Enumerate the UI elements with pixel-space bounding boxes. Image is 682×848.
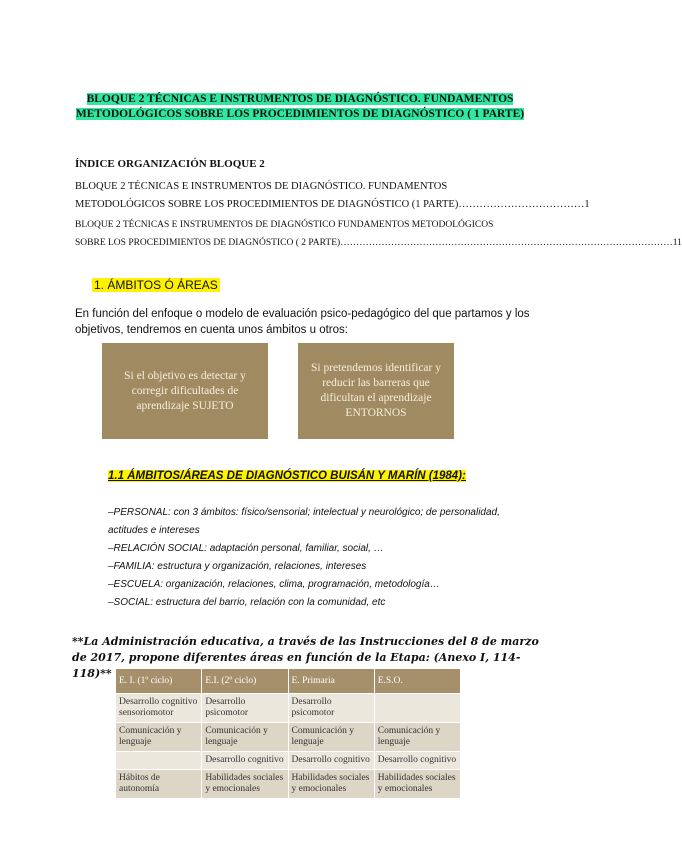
table-cell: Comunicación y lenguaje [202,723,288,752]
table-row [116,770,461,799]
section-heading-1: 1. ÁMBITOS Ó ÁREAS [94,278,218,292]
table-cell: Desarrollo psicomotor [202,694,288,723]
toc-leader-dots: ……………………………… [458,199,585,210]
list-item: –SOCIAL: estructura del barrio, relación con la comunidad, etc [108,597,386,608]
toc-page-number: 1 [584,199,590,210]
administration-note: **La Administración educativa, a través de las Instrucciones del 8 de marzo de 2017, propone diferentes áreas en función de la Etapa: (Anexo I, 114-118)** [72,635,539,680]
intro-paragraph: En función del enfoque o modelo de evaluación psico-pedagógico del que partamos y los objetivos, tendremos en cuenta unos ámbitos u otros: [75,308,530,336]
toc-entry-line: BLOQUE 2 TÉCNICAS E INSTRUMENTOS DE DIAGNÓSTICO FUNDAMENTOS METODOLÓGICOS [75,220,494,230]
toc-heading: ÍNDICE ORGANIZACIÓN BLOQUE 2 [75,158,265,170]
list-item: –RELACIÓN SOCIAL: adaptación personal, familiar, social, … [108,543,384,554]
table-cell: Comunicación y lenguaje [116,723,202,752]
table-cell: Desarrollo psicomotor [288,694,374,723]
table-cell: Comunicación y lenguaje [288,723,374,752]
table-header: E. I. (1º ciclo) [116,669,202,694]
table-cell: Desarrollo cognitivo [374,752,460,770]
table-cell [374,694,460,723]
objective-box-environment: Si pretendemos identificar y reducir las barreras que dificultan el aprendizaje ENTORNOS [298,343,454,439]
table-row [116,752,461,770]
table-cell: Habilidades sociales y emocionales [202,770,288,799]
list-item: –PERSONAL: con 3 ámbitos: físico/sensorial; intelectual y neurológico; de personalidad, actitudes e intereses [108,507,500,536]
document-title: BLOQUE 2 TÉCNICAS E INSTRUMENTOS DE DIAGNÓSTICO. FUNDAMENTOS METODOLÓGICOS SOBRE LOS PROCEDIMIENTOS DE DIAGNÓSTICO ( 1 PARTE) [75,93,525,120]
objective-box-subject: Si el objetivo es detectar y corregir dificultades de aprendizaje SUJETO [102,343,268,439]
table-cell: Desarrollo cognitivo [202,752,288,770]
stage-areas-table [115,668,461,799]
table-cell: Desarrollo cognitivo sensoriomotor [116,694,202,723]
table-row [116,723,461,752]
toc-page-number: 11 [672,238,682,248]
table-header: E.S.O. [374,669,460,694]
table-cell: Habilidades sociales y emocionales [374,770,460,799]
table-cell: Habilidades sociales y emocionales [288,770,374,799]
table-cell: Desarrollo cognitivo [288,752,374,770]
table-header: E. Primaria [288,669,374,694]
toc-entry-line: METODOLÓGICOS SOBRE LOS PROCEDIMIENTOS DE DIAGNÓSTICO (1 PARTE) [75,199,459,210]
section-heading-1-1: 1.1 ÁMBITOS/ÁREAS DE DIAGNÓSTICO BUISÁN Y MARÍN (1984): [108,470,466,482]
list-item: –ESCUELA: organización, relaciones, clima, programación, metodología… [108,579,440,590]
table-row [116,694,461,723]
table-header: E.I. (2º ciclo) [202,669,288,694]
toc-entry-line: SOBRE LOS PROCEDIMIENTOS DE DIAGNÓSTICO ( 2 PARTE) [75,238,341,248]
toc-entry-1[interactable] [75,178,590,214]
toc-entry-line: BLOQUE 2 TÉCNICAS E INSTRUMENTOS DE DIAGNÓSTICO. FUNDAMENTOS [75,181,448,192]
table-cell: Hábitos de autonomía [116,770,202,799]
areas-list [108,504,528,612]
toc-entry-2[interactable] [75,216,682,252]
table-header-row [116,669,461,694]
toc-leader-dots: …………………………………………………………………………………………… [340,238,673,248]
table-cell: Comunicación y lenguaje [374,723,460,752]
list-item: –FAMILIA: estructura y organización, relaciones, intereses [108,561,367,572]
table-cell [116,752,202,770]
